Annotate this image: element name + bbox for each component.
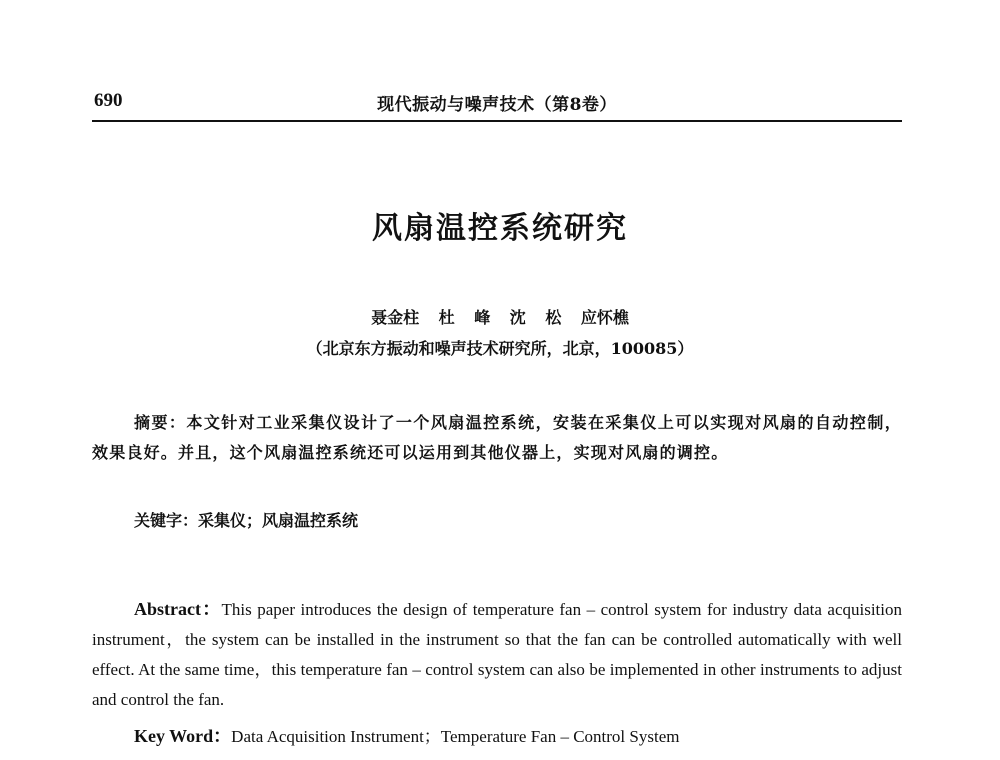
running-header — [92, 86, 902, 116]
page-number: 690 — [94, 90, 123, 111]
keywords-zh-text: 采集仪；风扇温控系统 — [198, 511, 359, 530]
abstract-en-text: This paper introduces the design of temperature fan – control system for industry data acquisition instrument，the system can be installed in the instrument so that the fan can be controlled automatically with well effect. At the same time，this temperature fan – control system can also be implemented in other instruments to adjust and control the fan. — [92, 600, 902, 709]
author-list: 聂金柱 杜 峰 沈 松 应怀樵 — [371, 308, 629, 327]
abstract-en-label: Abstract： — [134, 599, 222, 619]
keywords-zh — [134, 506, 902, 536]
abstract-zh-text: 本文针对工业采集仪设计了一个风扇温控系统，安装在采集仪上可以实现对风扇的自动控制，效果良好。并且，这个风扇温控系统还可以运用到其他仪器上，实现对风扇的调控。 — [92, 413, 902, 462]
abstract-en — [92, 594, 902, 715]
keywords-en — [134, 721, 902, 752]
keywords-en-label: Key Word： — [134, 726, 232, 746]
keywords-en-text: Data Acquisition Instrument；Temperature Fan – Control System — [231, 727, 680, 746]
abstract-zh-label: 摘要： — [134, 413, 187, 432]
abstract-zh — [92, 408, 902, 468]
header-rule — [92, 120, 902, 122]
affiliation: （北京东方振动和噪声技术研究所，北京，100085） — [306, 339, 694, 358]
journal-title: 现代振动与噪声技术（第8卷） — [377, 95, 617, 115]
keywords-zh-label: 关键字： — [134, 511, 199, 530]
paper-title: 风扇温控系统研究 — [372, 211, 628, 246]
